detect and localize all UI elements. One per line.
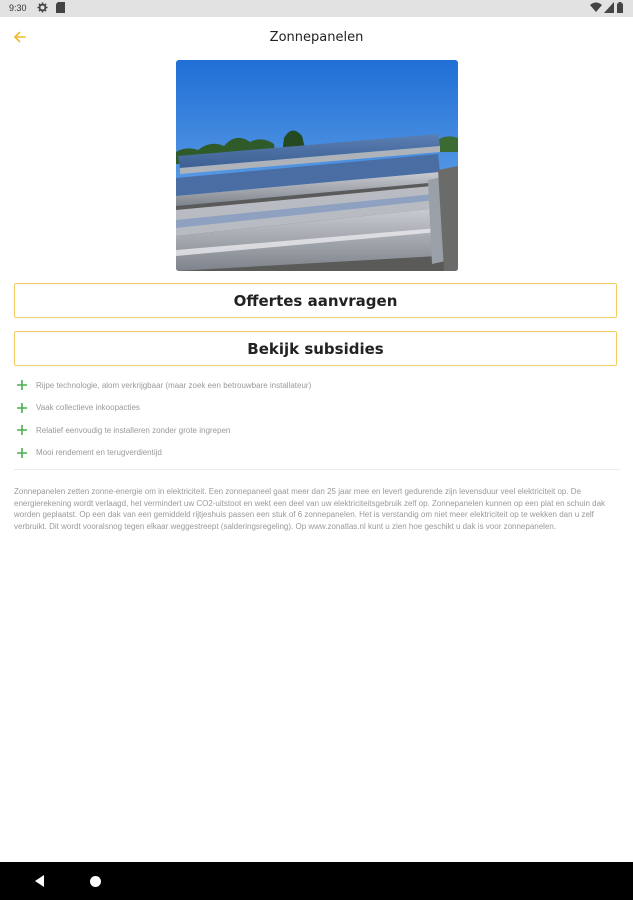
top-app-bar [0, 17, 633, 57]
wifi-icon [590, 2, 602, 13]
description-text: Zonnepanelen zetten zonne-energie om in elektriciteit. Een zonnepaneel gaat meer dan 25 jaar mee en levert gedurende zijn levensduur veel elektriciteit op. De energierekening wordt verlaagd, het vermindert uw CO2-uitstoot en wekt een deel van uw elektriciteitsgebruik zelf op. Zonnepanelen kunnen op een plat en schuin dak worden geplaatst. Op een dak van een gemiddeld rijtjeshuis passen een stuk of 6 zonnepanelen. Het is verstandig om niet meer elektriciteit op te wekken dan u zelf verbruikt. Dit wordt vooralsnog tegen elkaar weggestreept (salderingsregeling). Op www.zonatlas.nl kunt u zien hoe geschikt u dak is voor zonnepanelen. [14, 487, 606, 531]
plus-icon [15, 401, 29, 415]
signal-icon [604, 2, 614, 13]
page-title: Zonnepanelen [269, 30, 364, 45]
nav-home-icon[interactable] [90, 876, 101, 887]
status-time: 9:30 [9, 3, 27, 13]
plus-icon [15, 446, 29, 460]
system-navigation-bar [0, 862, 633, 900]
divider [14, 469, 620, 470]
pros-list [15, 374, 615, 464]
solar-panels-image [176, 60, 458, 271]
request-quotes-button[interactable]: Offertes aanvragen [14, 283, 617, 318]
pro-text: Vaak collectieve inkoopacties [36, 403, 140, 413]
view-subsidies-button[interactable]: Bekijk subsidies [14, 331, 617, 366]
pro-text: Relatief eenvoudig te installeren zonder grote ingrepen [36, 425, 231, 435]
battery-icon [617, 2, 623, 13]
gear-icon [37, 2, 48, 13]
list-item [15, 374, 615, 397]
sd-card-icon [56, 2, 65, 13]
plus-icon [15, 378, 29, 392]
nav-back-icon[interactable] [33, 874, 45, 888]
status-bar [0, 0, 633, 17]
list-item [15, 397, 615, 420]
pro-text: Mooi rendement en terugverdientijd [36, 448, 162, 458]
list-item [15, 419, 615, 442]
pro-text: Rijpe technologie, alom verkrijgbaar (maar zoek een betrouwbare installateur) [36, 380, 312, 390]
plus-icon [15, 423, 29, 437]
list-item [15, 442, 615, 465]
